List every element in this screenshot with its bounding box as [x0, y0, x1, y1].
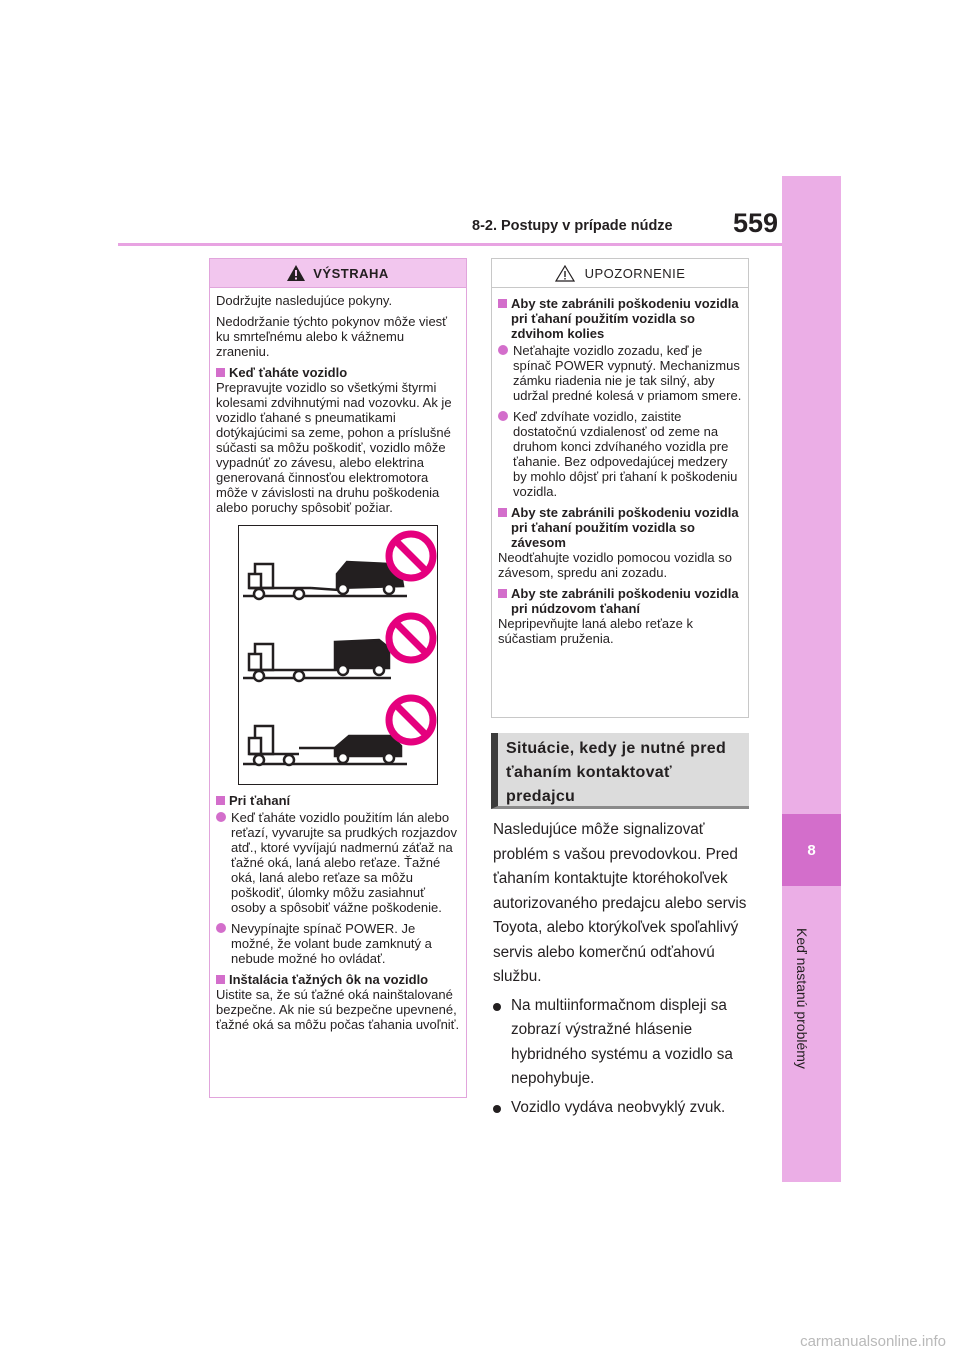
caution-sec1-item-text: Keď zdvíhate vozidlo, zaistite dostatočnú vzdialenosť od zeme na druhom konci zdvíhaného vozidla pre ťahanie. Bez odpovedajúcej medzery by mohlo dôjsť pri ťahaní k poškodeniu vozidla.	[513, 409, 738, 499]
square-bullet-icon	[498, 508, 507, 517]
warning-sec2-item	[216, 810, 460, 915]
warning-sec2-item	[216, 921, 460, 966]
caution-sec3-text: Nepripevňujte laná alebo reťaze k súčastiam pruženia.	[498, 616, 693, 646]
chapter-number: 8	[782, 814, 841, 886]
chapter-label-wrap	[792, 928, 812, 1158]
square-bullet-icon	[498, 299, 507, 308]
warning-intro-2: Nedodržanie týchto pokynov môže viesť ku smrteľnému alebo k vážnemu zraneniu.	[216, 314, 448, 359]
warning-sec3-head	[216, 972, 460, 987]
watermark: carmanualsonline.info	[800, 1333, 946, 1350]
round-bullet-icon	[498, 345, 508, 355]
warning-sec1-head	[216, 365, 460, 380]
towing-diagram	[239, 526, 437, 784]
warning-sec1-head-text: Keď ťaháte vozidlo	[229, 365, 348, 380]
section-heading	[491, 733, 749, 809]
round-bullet-icon	[498, 411, 508, 421]
warning-sec3-head-text: Inštalácia ťažných ôk na vozidlo	[229, 972, 429, 987]
square-bullet-icon	[216, 368, 225, 377]
round-bullet-icon	[493, 1105, 501, 1113]
caution-sec3-head	[498, 586, 742, 616]
main-text	[493, 818, 755, 1120]
warning-sec1-text: Prepravujte vozidlo so všetkými štyrmi kolesami zdvihnutými nad vozovku. Ak je vozidlo ťahané s pneumatikami dotýkajúcimi sa zeme, pohon a príslušné súčasti sa môžu poškodiť, vozidlo môže vypadnúť zo závesu, alebo elektrina generovaná činnosťou elektromotora môže v závislosti na druhu poškodenia alebo poruchy spôsobiť požiar.	[216, 380, 452, 515]
warning-sec2-head-text: Pri ťahaní	[229, 793, 291, 808]
caution-sec2-head	[498, 505, 742, 550]
caution-sec1-item-text: Neťahajte vozidlo zozadu, keď je spínač POWER vypnutý. Mechanizmus zámku riadenia nie je tak silný, aby udržal predné kolesá v priamom smere.	[513, 343, 742, 403]
round-bullet-icon	[216, 923, 226, 933]
section-heading-text: Situácie, kedy je nutné pred ťahaním kontaktovať predajcu	[506, 740, 727, 805]
round-bullet-icon	[493, 1003, 501, 1011]
warning-sec2-item-text: Keď ťaháte vozidlo použitím lán alebo reťazí, vyvarujte sa prudkých rozjazdov atď., ktoré vyvíjajú nadmernú záťaž na ťažné oká, laná alebo reťaze. Ťažné oká, laná alebo reťaze sa môžu poškodiť, úlomky môžu zasiahnuť osoby a spôsobiť vážne poškodenie.	[231, 810, 457, 915]
caution-triangle-icon	[555, 265, 575, 282]
header-rule	[118, 243, 782, 246]
main-bullet	[493, 994, 755, 1092]
prohibited-icon	[389, 534, 433, 742]
square-bullet-icon	[216, 796, 225, 805]
warning-title: VÝSTRAHA	[313, 265, 389, 281]
warning-sec3-text: Uistite sa, že sú ťažné oká nainštalované bezpečne. Ak nie sú bezpečne upevnené, ťažné oká sa môžu počas ťahania uvoľniť.	[216, 987, 460, 1032]
caution-sec1-head-text: Aby ste zabránili poškodeniu vozidla pri ťahaní použitím vozidla so zdvihom kolies	[511, 296, 739, 341]
chapter-label: Keď nastanú problémy	[794, 928, 810, 1069]
caution-header	[492, 259, 748, 288]
section-title: 8-2. Postupy v prípade núdze	[472, 218, 673, 234]
towing-illustration	[238, 525, 438, 785]
square-bullet-icon	[498, 589, 507, 598]
warning-intro-1: Dodržujte nasledujúce pokyny.	[216, 293, 393, 308]
caution-title: UPOZORNENIE	[584, 265, 686, 281]
round-bullet-icon	[216, 812, 226, 822]
caution-sec1-item	[498, 409, 742, 499]
caution-sec3-head-text: Aby ste zabránili poškodeniu vozidla pri núdzovom ťahaní	[511, 586, 739, 616]
caution-sec2-head-text: Aby ste zabránili poškodeniu vozidla pri ťahaní použitím vozidla so závesom	[511, 505, 739, 550]
warning-header	[210, 259, 466, 288]
page-number: 559	[733, 208, 779, 238]
main-bullet-text: Na multiinformačnom displeji sa zobrazí výstražné hlásenie hybridného systému a vozidlo sa nepohybuje.	[511, 996, 733, 1087]
main-bullet-text: Vozidlo vydáva neobvyklý zvuk.	[511, 1098, 726, 1116]
main-bullet	[493, 1096, 755, 1121]
warning-sec2-head	[216, 793, 460, 808]
caution-sec1-head	[498, 296, 742, 341]
warning-triangle-icon	[287, 265, 305, 281]
warning-sec2-item-text: Nevypínajte spínač POWER. Je možné, že volant bude zamknutý a nebude možné ho ovládať.	[231, 921, 432, 966]
warning-box	[209, 258, 467, 1098]
caution-sec2-text: Neodťahujte vozidlo pomocou vozidla so závesom, spredu ani zozadu.	[498, 550, 732, 580]
square-bullet-icon	[216, 975, 225, 984]
main-intro: Nasledujúce môže signalizovať problém s vašou prevodovkou. Pred ťahaním kontaktujte ktoréhokoľvek autorizovaného predajcu alebo servis Toyota, alebo ktorýkoľvek spoľahlivý servis alebo komerčnú odťahovú službu.	[493, 821, 747, 985]
caution-box	[491, 258, 749, 718]
caution-sec1-item	[498, 343, 742, 403]
